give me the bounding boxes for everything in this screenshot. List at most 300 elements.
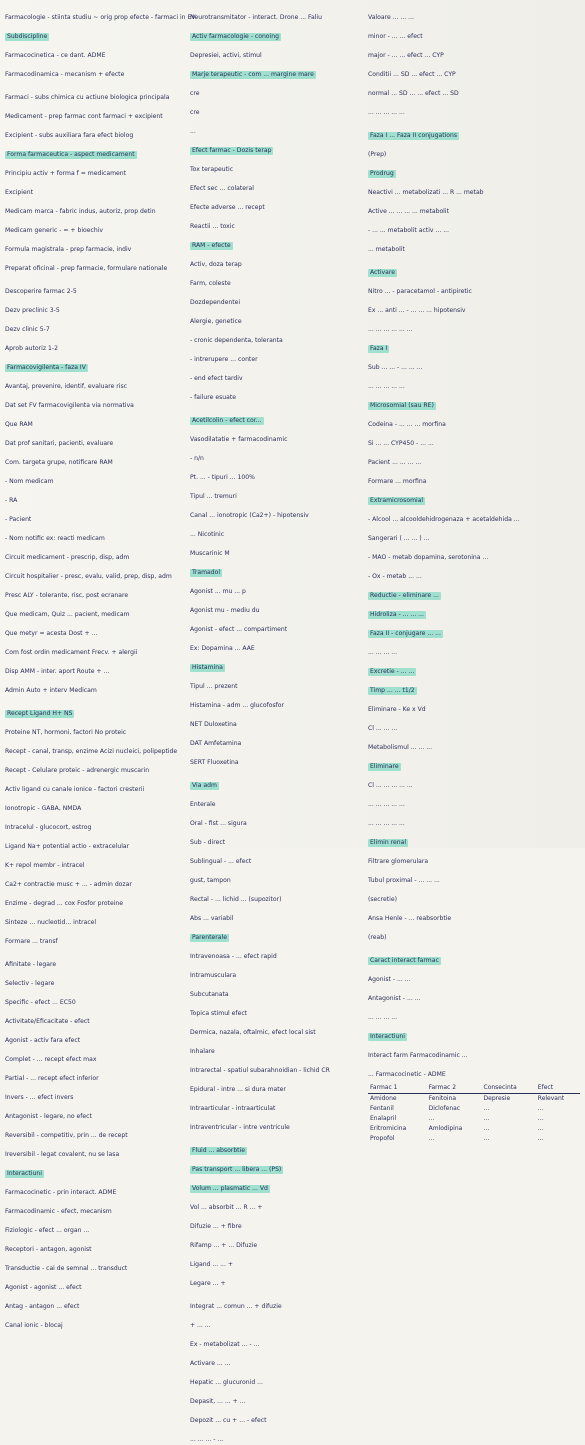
note-line xyxy=(368,677,580,696)
note-text: (secretie) xyxy=(368,896,397,903)
note-line xyxy=(368,582,580,601)
table-cell: ... xyxy=(537,1115,544,1122)
note-line xyxy=(5,103,185,122)
note-heading: Microsomial (sau RE) xyxy=(370,402,434,409)
note-line xyxy=(190,540,363,559)
note-text: Sublingual - ... efect xyxy=(190,858,252,865)
note-line xyxy=(368,753,580,772)
note-text: Com fost ordin medicament Frecv. + alergii xyxy=(5,649,138,656)
note-text: Descoperire farmac 2-5 xyxy=(5,288,77,295)
note-text: Tipul ... prezent xyxy=(190,683,238,690)
note-line xyxy=(5,278,185,297)
note-line xyxy=(368,1042,580,1061)
note-line xyxy=(368,601,580,620)
note-line xyxy=(5,639,185,658)
note-text: Preparat oficinal - prep farmacie, formulare nationale xyxy=(5,265,168,272)
note-line xyxy=(190,426,363,445)
note-text: DAT Amfetamina xyxy=(190,740,242,747)
note-text: Farmacologie - stiinta studiu ~ orig prop efecte - farmaci in EV xyxy=(5,14,196,21)
note-line xyxy=(190,1369,363,1388)
middle-column xyxy=(190,4,363,1443)
note-text: Pacient ... ... ... ... xyxy=(368,459,422,466)
note-heading: Interactiuni xyxy=(370,1033,405,1040)
note-text: Oral - fist ... sigura xyxy=(190,820,247,827)
note-text: Sinteze ... nucleotid... intracel xyxy=(5,919,97,926)
note-line xyxy=(190,1407,363,1426)
note-text: Intramusculara xyxy=(190,972,237,979)
note-text: - cronic dependenta, toleranta xyxy=(190,337,283,344)
note-text: ... ... ... - ... xyxy=(190,1436,224,1443)
note-text: Ligand ... ... + xyxy=(190,1261,233,1268)
note-text: Nitro ... - paracetamol - antipiretic xyxy=(368,288,472,295)
note-text: ... ... ... ... ... ... xyxy=(368,326,413,333)
note-text: Com. targeta grupe, notificare RAM xyxy=(5,459,113,466)
note-line xyxy=(368,886,580,905)
note-text: Sub ... ... - ... ... ... xyxy=(368,364,423,371)
table-cell: ... xyxy=(428,1115,435,1122)
note-text: ... metabolit xyxy=(368,246,405,253)
note-heading: Interactiuni xyxy=(7,1170,42,1177)
note-line xyxy=(368,259,580,278)
note-text: Filtrare glomerulara xyxy=(368,858,429,865)
table-cell: Farmac 1 xyxy=(368,1083,427,1094)
note-line xyxy=(190,597,363,616)
note-text: Excipient xyxy=(5,189,33,196)
table-cell: Consecinta xyxy=(482,1083,536,1094)
note-text: Recept - canal, transp, enzime Acizi nucleici, polipeptide xyxy=(5,748,178,755)
note-line xyxy=(190,730,363,749)
note-text: - Ox - metab ... ... xyxy=(368,573,422,580)
note-heading: Tramadol xyxy=(192,569,221,576)
note-heading: Timp ... ... t1/2 xyxy=(370,687,415,694)
note-line xyxy=(5,4,196,23)
note-line xyxy=(5,487,185,506)
note-text: Agonist - efect ... compartiment xyxy=(190,626,288,633)
note-line xyxy=(190,981,363,1000)
note-text: SERT Fluoxetina xyxy=(190,759,239,766)
table-cell: Fentanil xyxy=(370,1105,394,1112)
note-line xyxy=(5,890,185,909)
note-line xyxy=(5,373,185,392)
note-line xyxy=(190,365,363,384)
note-line xyxy=(190,886,363,905)
note-text: ... ... ... ... ... xyxy=(368,383,405,390)
note-line xyxy=(5,430,185,449)
note-line xyxy=(190,924,363,943)
note-line xyxy=(190,578,363,597)
note-heading: Acetilcolin - efect cor... xyxy=(192,417,262,424)
note-line xyxy=(190,1213,363,1232)
note-heading: Activare xyxy=(370,269,395,276)
note-text: Antagonist - ... ... xyxy=(368,995,421,1002)
note-line xyxy=(190,1293,363,1312)
note-line xyxy=(368,80,580,99)
note-line xyxy=(368,620,580,639)
note-text: Farmaci - subs chimica cu actiune biologica principala xyxy=(5,94,170,101)
note-line xyxy=(5,1160,185,1179)
note-text: - ... ... metabolit activ ... ... xyxy=(368,227,450,234)
note-line xyxy=(368,525,580,544)
note-line xyxy=(190,635,363,654)
note-line xyxy=(368,947,580,966)
note-line xyxy=(190,1038,363,1057)
note-text: Activare ... ... xyxy=(190,1360,231,1367)
table-cell: ... xyxy=(483,1105,490,1112)
note-text: cre xyxy=(190,90,200,97)
note-line xyxy=(368,179,580,198)
note-heading: Farmacovigilenta - faza IV xyxy=(7,364,86,371)
note-line xyxy=(190,156,363,175)
note-text: Partial - ... recept efect inferior xyxy=(5,1075,99,1082)
note-line xyxy=(5,1065,185,1084)
note-text: Active ... ... ... ... metabolit xyxy=(368,208,449,215)
note-heading: Caract interact farmac xyxy=(370,957,439,964)
note-heading: Activ farmacologie - conoing xyxy=(192,33,279,40)
note-line xyxy=(5,1179,185,1198)
note-line xyxy=(190,1057,363,1076)
note-text: Agonist - activ fara efect xyxy=(5,1037,81,1044)
note-text: cre xyxy=(190,109,200,116)
note-line xyxy=(190,23,363,42)
left-column xyxy=(5,4,196,1329)
table-cell: Diclofenac xyxy=(428,1105,461,1112)
note-heading: Histamina xyxy=(192,664,223,671)
note-line xyxy=(368,487,580,506)
note-line xyxy=(190,1331,363,1350)
note-line xyxy=(5,141,185,160)
note-line xyxy=(190,42,363,61)
note-text: Afinitate - legare xyxy=(5,961,57,968)
note-line xyxy=(190,80,363,99)
note-line xyxy=(368,563,580,582)
note-line xyxy=(368,141,580,160)
note-text: Conditii ... SD ... efect ... CYP xyxy=(368,71,456,78)
note-text: - Nom medicam xyxy=(5,478,54,485)
note-text: Dermica, nazala, oftalmic, efect local sist xyxy=(190,1029,316,1036)
note-line xyxy=(190,1076,363,1095)
note-line xyxy=(368,905,580,924)
note-line xyxy=(5,198,185,217)
note-heading: Faza I xyxy=(370,345,388,352)
note-line xyxy=(190,464,363,483)
note-text: Ligand Na+ potential actio - extracelular xyxy=(5,843,130,850)
note-heading: Faza II - conjugare ... ... xyxy=(370,630,441,637)
note-text: - intrerupere ... conter xyxy=(190,356,258,363)
note-line xyxy=(368,392,580,411)
note-line xyxy=(190,61,363,80)
note-text: Tubul proximal - ... ... ... xyxy=(368,877,440,884)
note-text: - Nom notific ex: reacti medicam xyxy=(5,535,105,542)
note-line xyxy=(368,4,580,23)
note-text: Rifamp ... + ... Difuzie xyxy=(190,1242,258,1249)
note-line xyxy=(368,198,580,217)
note-text: Dozdependentei xyxy=(190,299,241,306)
note-line xyxy=(368,1004,580,1023)
note-line xyxy=(190,502,363,521)
note-text: ... ... ... ... ... xyxy=(368,109,405,116)
note-line xyxy=(5,335,185,354)
note-line xyxy=(190,308,363,327)
note-line xyxy=(368,772,580,791)
note-line xyxy=(368,430,580,449)
note-text: ... ... ... ... xyxy=(368,649,398,656)
note-line xyxy=(5,970,185,989)
note-line xyxy=(190,867,363,886)
note-text: Principiu activ + forma f = medicament xyxy=(5,170,127,177)
note-line xyxy=(368,506,580,525)
note-text: ... ... ... ... ... xyxy=(368,801,405,808)
note-line xyxy=(5,909,185,928)
note-text: Medicament - prep farmac cont farmaci + excipient xyxy=(5,113,163,120)
note-heading: Subdiscipline xyxy=(7,33,48,40)
note-text: Invers - ... efect invers xyxy=(5,1094,74,1101)
note-line xyxy=(5,738,185,757)
note-line xyxy=(5,1103,185,1122)
table-row xyxy=(368,1124,580,1134)
note-text: - Alcool ... alcooldehidrogenaza + acetaldehida ... xyxy=(368,516,520,523)
note-text: Proteine NT, hormoni, factori No proteic xyxy=(5,729,127,736)
note-text: Alergie, genetice xyxy=(190,318,242,325)
note-text: Intraventricular - intre ventricule xyxy=(190,1124,290,1131)
note-text: Agonist - agonist ... efect xyxy=(5,1284,82,1291)
note-line xyxy=(190,194,363,213)
note-text: Canal ionic - blocaj xyxy=(5,1322,63,1329)
note-line xyxy=(5,814,185,833)
note-line xyxy=(190,137,363,156)
note-text: - end efect tardiv xyxy=(190,375,243,382)
note-text: Neurotransmitator - interact. Drone ... Faliu xyxy=(190,14,322,21)
note-text: Depresiei, activi, stimul xyxy=(190,52,262,59)
note-text: Rectal - ... lichid ... (supozitor) xyxy=(190,896,282,903)
note-line xyxy=(368,715,580,734)
note-line xyxy=(190,829,363,848)
note-heading: Prodrug xyxy=(370,170,394,177)
note-line xyxy=(190,232,363,251)
note-line xyxy=(368,867,580,886)
note-text: Intraarticular - intraarticulat xyxy=(190,1105,276,1112)
note-line xyxy=(190,1251,363,1270)
note-line xyxy=(190,327,363,346)
note-line xyxy=(368,373,580,392)
note-line xyxy=(5,354,185,373)
note-text: Activitate/Eficacitate - efect xyxy=(5,1018,90,1025)
note-text: Transductie - cai de semnal ... transduct xyxy=(5,1265,128,1272)
note-line xyxy=(5,255,185,274)
table-cell: Propofol xyxy=(370,1135,395,1142)
note-text: Disp AMM - inter. aport Route + ... xyxy=(5,668,110,675)
note-text: Selectiv - legare xyxy=(5,980,55,987)
note-text: gust, tampon xyxy=(190,877,231,884)
note-text: Ca2+ contractie musc + ... - admin dozar xyxy=(5,881,132,888)
note-text: Efecte adverse ... recept xyxy=(190,204,265,211)
note-text: Neactivi ... metabolizati ... R ... metab xyxy=(368,189,484,196)
note-text: Reactii ... toxic xyxy=(190,223,235,230)
note-text: Circuit hospitalier - presc, evalu, valid, prep, disp, adm xyxy=(5,573,172,580)
note-text: Agonist - ... ... xyxy=(368,976,411,983)
note-text: Metabolismul ... ... ... xyxy=(368,744,433,751)
note-line xyxy=(190,559,363,578)
note-line xyxy=(190,384,363,403)
note-line xyxy=(368,639,580,658)
note-line xyxy=(190,99,363,118)
note-heading: Reductie - eliminare ... xyxy=(370,592,439,599)
note-text: Activ, doza terap xyxy=(190,261,242,268)
table-cell: Fenitoina xyxy=(428,1095,457,1102)
note-text: Reversibil - competitiv, prin ... de recept xyxy=(5,1132,128,1139)
note-text: (reab) xyxy=(368,934,387,941)
note-line xyxy=(190,1137,363,1156)
note-line xyxy=(5,160,185,179)
note-text: Antag - antagon ... efect xyxy=(5,1303,80,1310)
note-text: Vasodilatatie + farmacodinamic xyxy=(190,436,288,443)
note-line xyxy=(368,99,580,118)
note-line xyxy=(5,468,185,487)
note-text: Aprob autoriz 1-2 xyxy=(5,345,58,352)
note-text: Legare ... + xyxy=(190,1280,226,1287)
note-line xyxy=(190,1194,363,1213)
note-line xyxy=(5,928,185,947)
note-line xyxy=(5,989,185,1008)
note-text: K+ repol membr - intracel xyxy=(5,862,85,869)
table-cell: Farmac 2 xyxy=(427,1083,482,1094)
note-heading: Efect farmac - Dozis terap xyxy=(192,147,272,154)
note-text: Circuit medicament - prescrip, disp, adm xyxy=(5,554,130,561)
note-text: Vol ... absorbit ... R ... + xyxy=(190,1204,263,1211)
note-line xyxy=(190,1312,363,1331)
note-text: Topica stimul efect xyxy=(190,1010,248,1017)
note-text: Farmacodinamic - efect, mecanism xyxy=(5,1208,112,1215)
note-line xyxy=(368,696,580,715)
note-line xyxy=(190,1095,363,1114)
note-heading: Elimin renal xyxy=(370,839,407,846)
note-line xyxy=(190,692,363,711)
note-line xyxy=(5,833,185,852)
note-text: - failure esuate xyxy=(190,394,236,401)
note-text: Inhalare xyxy=(190,1048,215,1055)
note-text: Formare ... transf xyxy=(5,938,58,945)
note-line xyxy=(5,525,185,544)
note-text: Recept - Celulare proteic - adrenergic muscarin xyxy=(5,767,150,774)
note-text: (Prep) xyxy=(368,151,387,158)
note-line xyxy=(5,620,185,639)
note-text: Specific - efect ... EC50 xyxy=(5,999,76,1006)
note-text: - Pacient xyxy=(5,516,32,523)
right-lines xyxy=(368,4,580,1080)
note-line xyxy=(368,297,580,316)
note-text: Dezv clinic 5-7 xyxy=(5,326,50,333)
note-line xyxy=(190,213,363,232)
note-line xyxy=(5,23,185,42)
note-heading: Via adm xyxy=(192,782,217,789)
note-text: Medicam marca - fabric indus, autoriz, prop detin xyxy=(5,208,156,215)
note-line xyxy=(5,1141,185,1160)
note-line xyxy=(5,1236,185,1255)
note-line xyxy=(368,829,580,848)
note-text: Que metyr = acesta Dost + ... xyxy=(5,630,98,637)
note-text: Admin Auto + interv Medicam xyxy=(5,687,97,694)
note-text: ... ... ... ... ... xyxy=(368,820,405,827)
table-row xyxy=(368,1083,580,1094)
note-text: Activ ligand cu canale ionice - factori cresterii xyxy=(5,786,145,793)
note-line xyxy=(5,757,185,776)
note-text: Ex ... anti ... - ... ... ... hipotensiv xyxy=(368,307,466,314)
table-cell: Efect xyxy=(536,1083,580,1094)
note-line xyxy=(5,563,185,582)
note-text: - n/n xyxy=(190,455,204,462)
note-line xyxy=(190,4,363,23)
note-text: Hepatic ... glucuronid ... xyxy=(190,1379,263,1386)
note-text: Dat set FV farmacovigilenta via normativa xyxy=(5,402,134,409)
note-line xyxy=(190,848,363,867)
note-line xyxy=(368,734,580,753)
note-line xyxy=(5,795,185,814)
note-line xyxy=(368,449,580,468)
note-line xyxy=(190,1000,363,1019)
note-line xyxy=(190,1388,363,1407)
note-text: Ex - metabolizat ... - ... xyxy=(190,1341,260,1348)
note-text: - RA xyxy=(5,497,18,504)
note-text: Enzime - degrad ... cox Fosfor proteine xyxy=(5,900,123,907)
note-text: Depozit ... cu + ... - efect xyxy=(190,1417,267,1424)
note-text: Avantaj, prevenire, identif, evaluare risc xyxy=(5,383,128,390)
note-text: Farmacodinamica - mecanism + efecte xyxy=(5,71,125,78)
note-line xyxy=(368,217,580,236)
note-text: Formula magistrala - prep farmacie, indiv xyxy=(5,246,132,253)
note-text: Canal ... ionotropic (Ca2+) - hipotensiv xyxy=(190,512,309,519)
note-line xyxy=(190,1019,363,1038)
note-text: + ... ... xyxy=(190,1322,211,1329)
note-text: Dat prof sanitari, pacienti, evaluare xyxy=(5,440,114,447)
note-line xyxy=(5,1293,185,1312)
note-heading: RAM - efecte xyxy=(192,242,231,249)
note-line xyxy=(5,544,185,563)
note-line xyxy=(190,270,363,289)
note-line xyxy=(5,179,185,198)
note-line xyxy=(190,673,363,692)
note-line xyxy=(190,118,363,137)
note-line xyxy=(5,1084,185,1103)
note-line xyxy=(190,1114,363,1133)
note-line xyxy=(5,871,185,890)
note-line xyxy=(368,468,580,487)
note-line xyxy=(5,217,185,236)
note-text: Si ... ... CYP450 - ... ... xyxy=(368,440,434,447)
note-line xyxy=(5,122,185,141)
table-cell: Eritromicina xyxy=(370,1125,407,1132)
note-line xyxy=(5,1274,185,1293)
note-line xyxy=(5,1008,185,1027)
note-line xyxy=(368,23,580,42)
table-cell: ... xyxy=(537,1125,544,1132)
note-line xyxy=(5,316,185,335)
note-heading: Extramicrosomial xyxy=(370,497,424,504)
note-text: Intrarectal - spatiul subarahnoidian - lichid CR xyxy=(190,1067,330,1074)
note-text: Farmacocinetic - prin interact. ADME xyxy=(5,1189,117,1196)
table-cell: ... xyxy=(483,1135,490,1142)
note-line xyxy=(5,1027,185,1046)
note-text: - MAO - metab dopamina, serotonina ... xyxy=(368,554,489,561)
note-line xyxy=(368,122,580,141)
note-line xyxy=(5,236,185,255)
note-text: Presc ALY - tolerante, risc, post ecranare xyxy=(5,592,129,599)
note-line xyxy=(5,776,185,795)
note-line xyxy=(368,544,580,563)
note-line xyxy=(368,61,580,80)
note-text: Antagonist - legare, no efect xyxy=(5,1113,92,1120)
note-line xyxy=(368,42,580,61)
note-heading: Fluid ... absorbtie xyxy=(192,1147,246,1154)
note-line xyxy=(368,160,580,179)
